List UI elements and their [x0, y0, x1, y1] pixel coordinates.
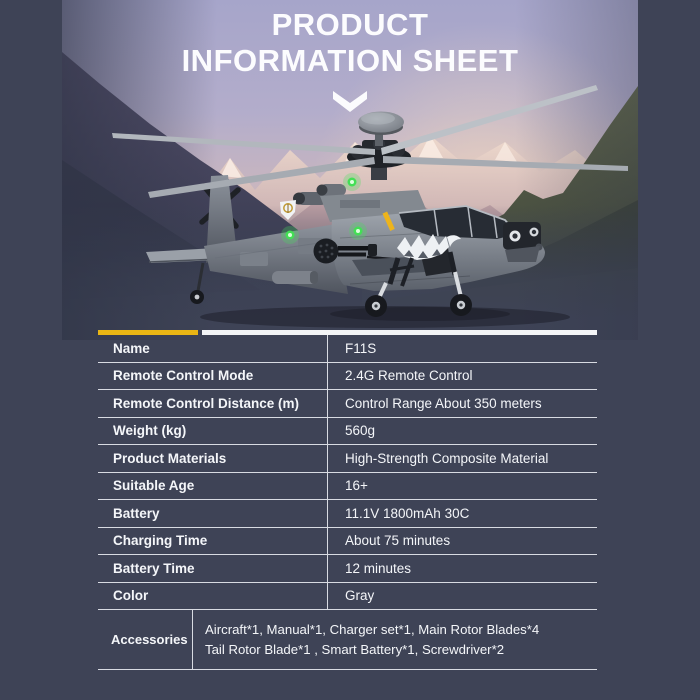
table-row-remote-control-mode — [98, 363, 597, 391]
table-row-product-materials — [98, 445, 597, 473]
spec-label: Battery Time — [98, 555, 328, 582]
spec-value: 11.1V 1800mAh 30C — [345, 505, 470, 521]
accessories-line-1: Aircraft*1, Manual*1, Charger set*1, Main Rotor Blades*4 — [205, 622, 540, 637]
spec-value: 16+ — [345, 478, 368, 494]
spec-value — [193, 610, 597, 669]
spec-value: 12 minutes — [345, 560, 412, 576]
spec-label: Suitable Age — [98, 473, 328, 500]
title-line-1: PRODUCT — [271, 7, 429, 42]
table-row-charging-time — [98, 528, 597, 556]
table-row-color — [98, 583, 597, 611]
spec-value: Control Range About 350 meters — [345, 395, 542, 411]
spec-value: High-Strength Composite Material — [345, 450, 549, 466]
spec-label: Name — [98, 335, 328, 362]
spec-value: 560g — [345, 423, 376, 439]
title-line-2: INFORMATION SHEET — [181, 43, 519, 78]
table-row-suitable-age — [98, 473, 597, 501]
spec-value: F11S — [345, 340, 377, 356]
table-row-accessories — [98, 610, 597, 670]
page-title — [0, 7, 700, 79]
spec-label: Battery — [98, 500, 328, 527]
spec-value: Gray — [345, 588, 375, 604]
spec-label: Color — [98, 583, 328, 610]
table-row-weight — [98, 418, 597, 446]
spec-label: Remote Control Distance (m) — [98, 390, 328, 417]
table-row-name — [98, 335, 597, 363]
spec-value: 2.4G Remote Control — [345, 368, 473, 384]
chevron-down-icon — [332, 90, 368, 113]
spec-label: Remote Control Mode — [98, 363, 328, 390]
spec-label: Charging Time — [98, 528, 328, 555]
spec-label: Weight (kg) — [98, 418, 328, 445]
spec-table — [98, 330, 597, 670]
table-row-remote-control-distance — [98, 390, 597, 418]
spec-label: Product Materials — [98, 445, 328, 472]
spec-value: About 75 minutes — [345, 533, 451, 549]
accessories-line-2: Tail Rotor Blade*1 , Smart Battery*1, Screwdriver*2 — [205, 641, 505, 657]
table-row-battery — [98, 500, 597, 528]
table-row-battery-time — [98, 555, 597, 583]
spec-label: Accessories — [98, 610, 193, 669]
